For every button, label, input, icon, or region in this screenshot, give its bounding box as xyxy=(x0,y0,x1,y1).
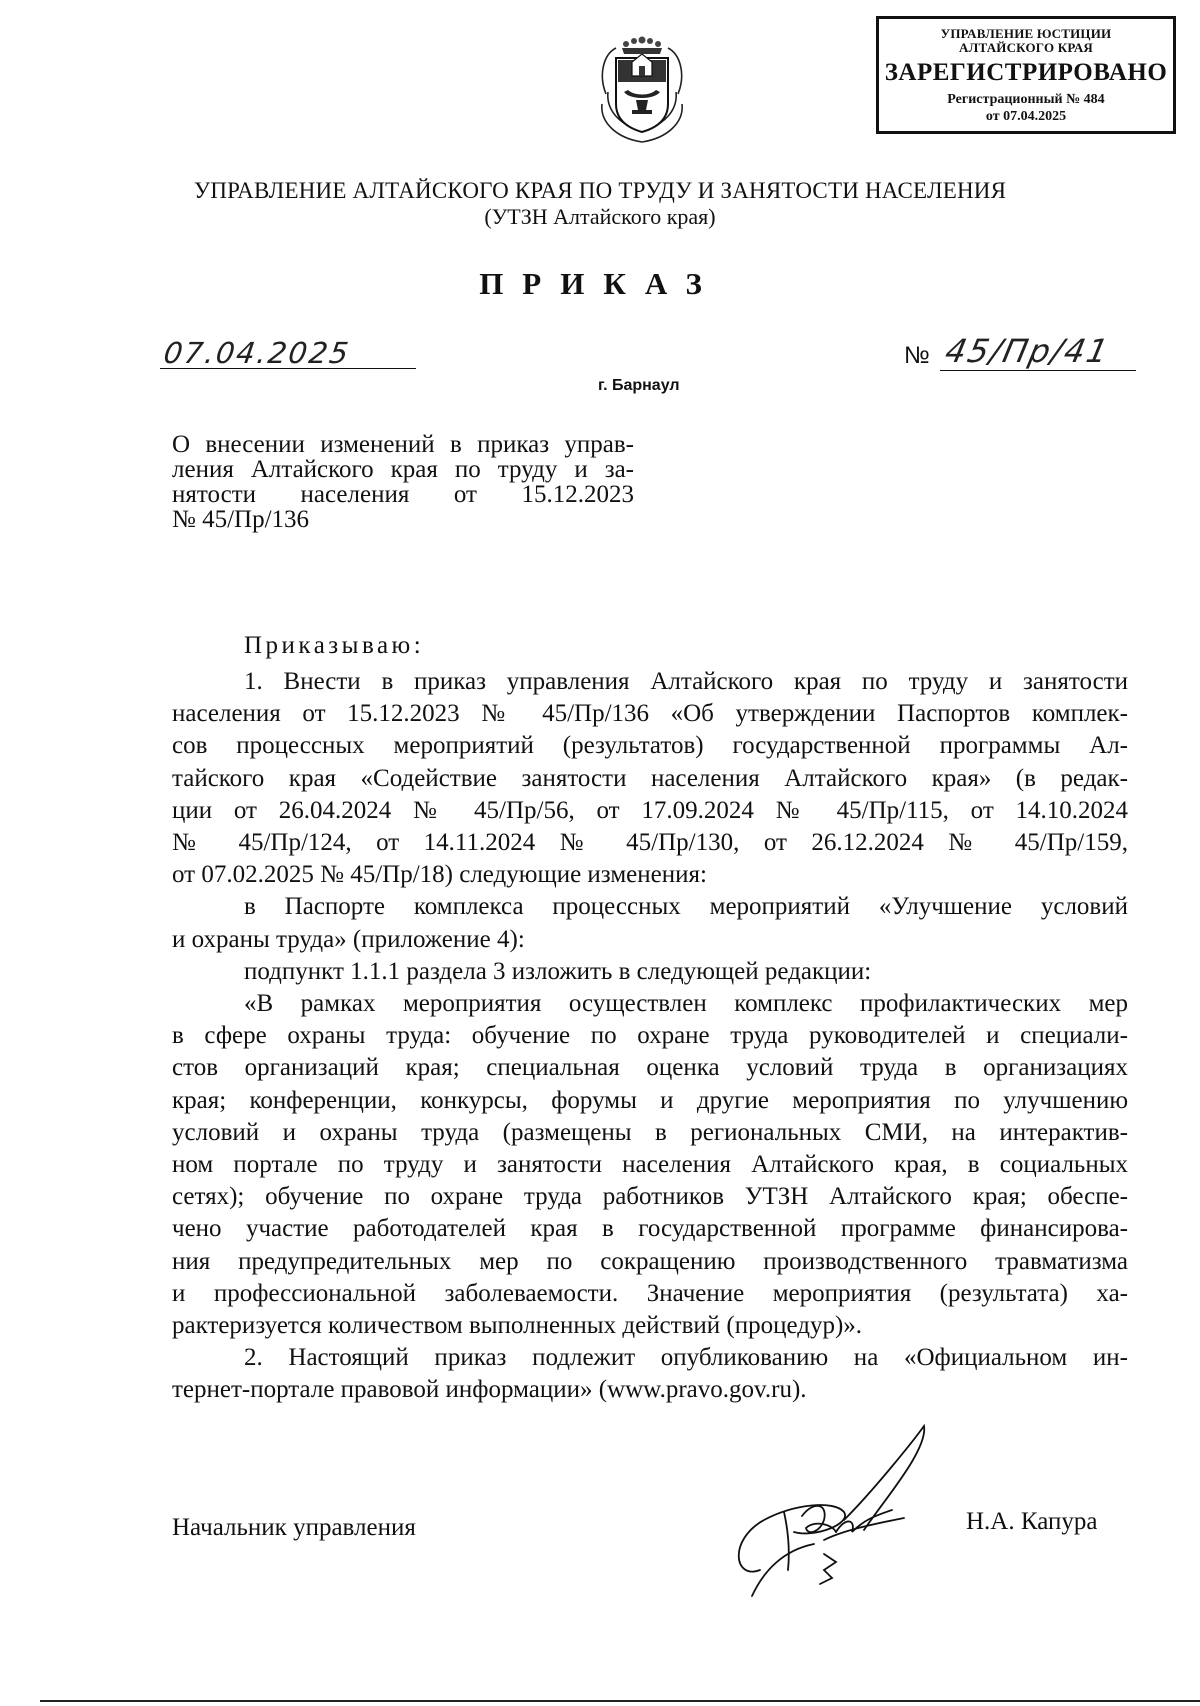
number-sign: № xyxy=(904,342,930,369)
body-line: населения от 15.12.2023 № 45/Пр/136 «Об утверждении Паспортов комплек- xyxy=(172,700,1128,728)
body-line: подпункт 1.1.1 раздела 3 изложить в следующей редакции: xyxy=(244,957,872,985)
body-line: 1. Внести в приказ управления Алтайского края по труду и занятости xyxy=(244,668,1128,695)
signer-name: Н.А. Капура xyxy=(966,1508,1098,1535)
document-type-title: ПРИКАЗ xyxy=(479,266,721,301)
body-line: условий и охраны труда (размещены в региональных СМИ, на интерактив- xyxy=(172,1118,1128,1146)
body-line: ном портале по труду и занятости населения Алтайского края, в социальных xyxy=(172,1151,1128,1179)
body-line: чено участие работодателей края в государственной программе финансирова- xyxy=(172,1215,1128,1243)
body-line: стов организаций края; специальная оценка условий труда в организациях xyxy=(172,1054,1128,1082)
body-line: 2. Настоящий приказ подлежит опубликованию на «Официальном ин- xyxy=(244,1344,1128,1372)
subject-line: нятости населения от 15.12.2023 xyxy=(172,481,634,508)
body-line: ции от 26.04.2024 № 45/Пр/56, от 17.09.2024 № 45/Пр/115, от 14.10.2024 xyxy=(172,796,1128,824)
city-label: г. Барнаул xyxy=(598,377,680,394)
subject-line: № 45/Пр/136 xyxy=(172,506,310,533)
body-line: ния предупредительных мер по сокращению производственного травматизма xyxy=(172,1247,1128,1275)
agency-name: УПРАВЛЕНИЕ АЛТАЙСКОГО КРАЯ ПО ТРУДУ И ЗАНЯТОСТИ НАСЕЛЕНИЯ xyxy=(193,178,1007,203)
body-paragraph-4 xyxy=(172,988,1128,1342)
body-line: «В рамках мероприятия осуществлен комплекс профилактических мер xyxy=(244,990,1128,1018)
agency-short-name: (УТЗН Алтайского края) xyxy=(484,204,716,229)
body-paragraph-5 xyxy=(172,1342,1128,1406)
order-subject xyxy=(172,432,634,532)
page-bottom-border xyxy=(40,1700,1200,1702)
body-line: в сфере охраны труда: обучение по охране труда руководителей и специали- xyxy=(172,1022,1128,1050)
body-paragraph-1 xyxy=(172,666,1128,891)
stamp-organization-line-1: УПРАВЛЕНИЕ ЮСТИЦИИ xyxy=(940,26,1112,41)
body-line: края; конференции, конкурсы, форумы и другие мероприятия по улучшению xyxy=(172,1086,1128,1114)
body-line: тернет-портале правовой информации» (www.pravo.gov.ru). xyxy=(172,1376,807,1404)
stamp-registration-date: от 07.04.2025 xyxy=(985,109,1067,124)
stamp-status: ЗАРЕГИСТРИРОВАНО xyxy=(884,59,1168,86)
body-line: и охраны труда» (приложение 4): xyxy=(172,925,525,953)
body-line: сов процессных мероприятий (результатов) государственной программы Ал- xyxy=(172,732,1128,760)
stamp-organization-line-2: АЛТАЙСКОГО КРАЯ xyxy=(959,40,1093,55)
body-paragraph-2 xyxy=(172,891,1128,955)
subject-line: О внесении изменений в приказ управ- xyxy=(172,431,634,458)
body-line: в Паспорте комплекса процессных мероприятий «Улучшение условий xyxy=(244,893,1128,921)
body-line: № 45/Пр/124, от 14.11.2024 № 45/Пр/130, от 26.12.2024 № 45/Пр/159, xyxy=(172,829,1128,857)
handwritten-number: 45/Пр/41 xyxy=(941,332,1114,370)
body-line: и профессиональной заболеваемости. Значение мероприятия (результата) ха- xyxy=(172,1279,1128,1307)
handwritten-signature xyxy=(724,1420,944,1620)
number-underline xyxy=(940,370,1136,371)
date-underline xyxy=(160,368,416,369)
signer-position: Начальник управления xyxy=(172,1514,416,1541)
body-line: тайского края «Содействие занятости населения Алтайского края» (в редак- xyxy=(172,764,1128,792)
order-body xyxy=(172,666,1128,1407)
registration-stamp xyxy=(876,16,1176,134)
subject-line: ления Алтайского края по труду и за- xyxy=(172,456,634,483)
coat-of-arms-emblem xyxy=(586,34,698,146)
handwritten-date: 07.04.2025 xyxy=(161,336,353,370)
order-keyword: Приказываю: xyxy=(244,632,425,659)
body-paragraph-3 xyxy=(172,956,1128,988)
body-line: от 07.02.2025 № 45/Пр/18) следующие изменения: xyxy=(172,861,707,889)
body-line: рактеризуется количеством выполненных действий (процедур)». xyxy=(172,1312,863,1340)
stamp-registration-number: Регистрационный № 484 xyxy=(947,92,1105,107)
body-line: сетях); обучение по охране труда работников УТЗН Алтайского края; обеспе- xyxy=(172,1183,1128,1211)
